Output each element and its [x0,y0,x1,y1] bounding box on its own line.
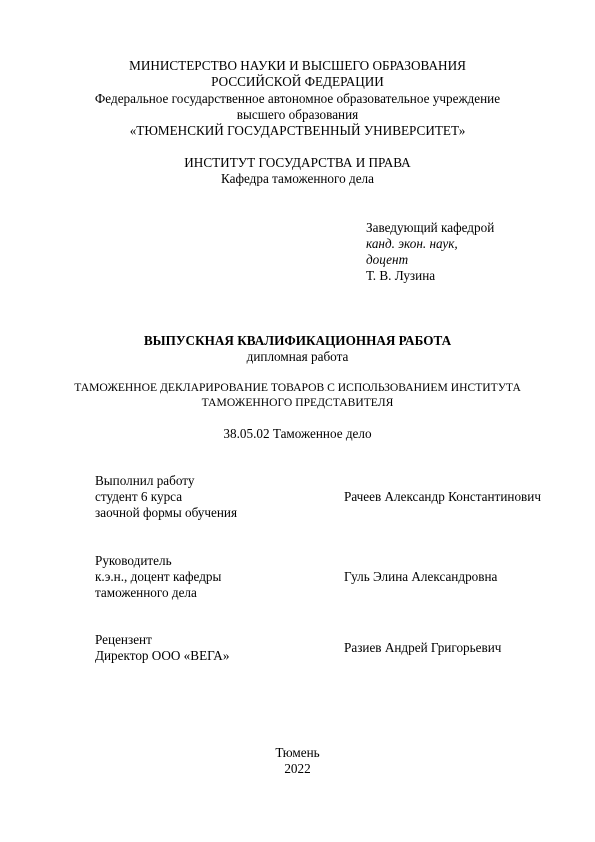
footer-year: 2022 [284,761,311,776]
university-name: «ТЮМЕНСКИЙ ГОСУДАРСТВЕННЫЙ УНИВЕРСИТЕТ» [129,123,466,138]
supervisor-label-3: таможенного дела [95,585,197,600]
department-name: Кафедра таможенного дела [220,171,374,186]
ministry-line-2: РОССИЙСКОЙ ФЕДЕРАЦИИ [211,74,384,89]
reviewer-label-2: Директор ООО «ВЕГА» [95,648,230,663]
work-topic-line-2: ТАМОЖЕННОГО ПРЕДСТАВИТЕЛЯ [201,396,394,409]
author-label-3: заочной формы обучения [95,505,238,520]
specialty: 38.05.02 Таможенное дело [223,426,372,441]
author-label-2: студент 6 курса [95,489,183,504]
supervisor-label-2: к.э.н., доцент кафедры [95,569,222,584]
approval-degree: канд. экон. наук, [366,236,458,251]
author-label-1: Выполнил работу [95,473,195,488]
supervisor-label-1: Руководитель [95,553,172,568]
approval-role: Заведующий кафедрой [366,220,495,235]
reviewer-label-1: Рецензент [95,632,152,647]
work-subtype: дипломная работа [246,349,349,364]
institute-name: ИНСТИТУТ ГОСУДАРСТВА И ПРАВА [184,155,411,170]
work-topic-line-1: ТАМОЖЕННОЕ ДЕКЛАРИРОВАНИЕ ТОВАРОВ С ИСПОЛЬЗОВАНИЕМ ИНСТИТУТА [74,381,521,394]
ministry-line-1: МИНИСТЕРСТВО НАУКИ И ВЫСШЕГО ОБРАЗОВАНИЯ [129,58,466,73]
approval-name: Т. В. Лузина [366,268,436,283]
institution-line-1: Федеральное государственное автономное образовательное учреждение [94,91,501,106]
institution-line-2: высшего образования [236,107,359,122]
work-type: ВЫПУСКНАЯ КВАЛИФИКАЦИОННАЯ РАБОТА [143,333,452,348]
reviewer-name: Разиев Андрей Григорьевич [344,640,502,655]
author-name: Рачеев Александр Константинович [344,489,541,504]
supervisor-name: Гуль Элина Александровна [344,569,498,584]
approval-title: доцент [366,252,409,267]
footer-city: Тюмень [275,745,320,760]
